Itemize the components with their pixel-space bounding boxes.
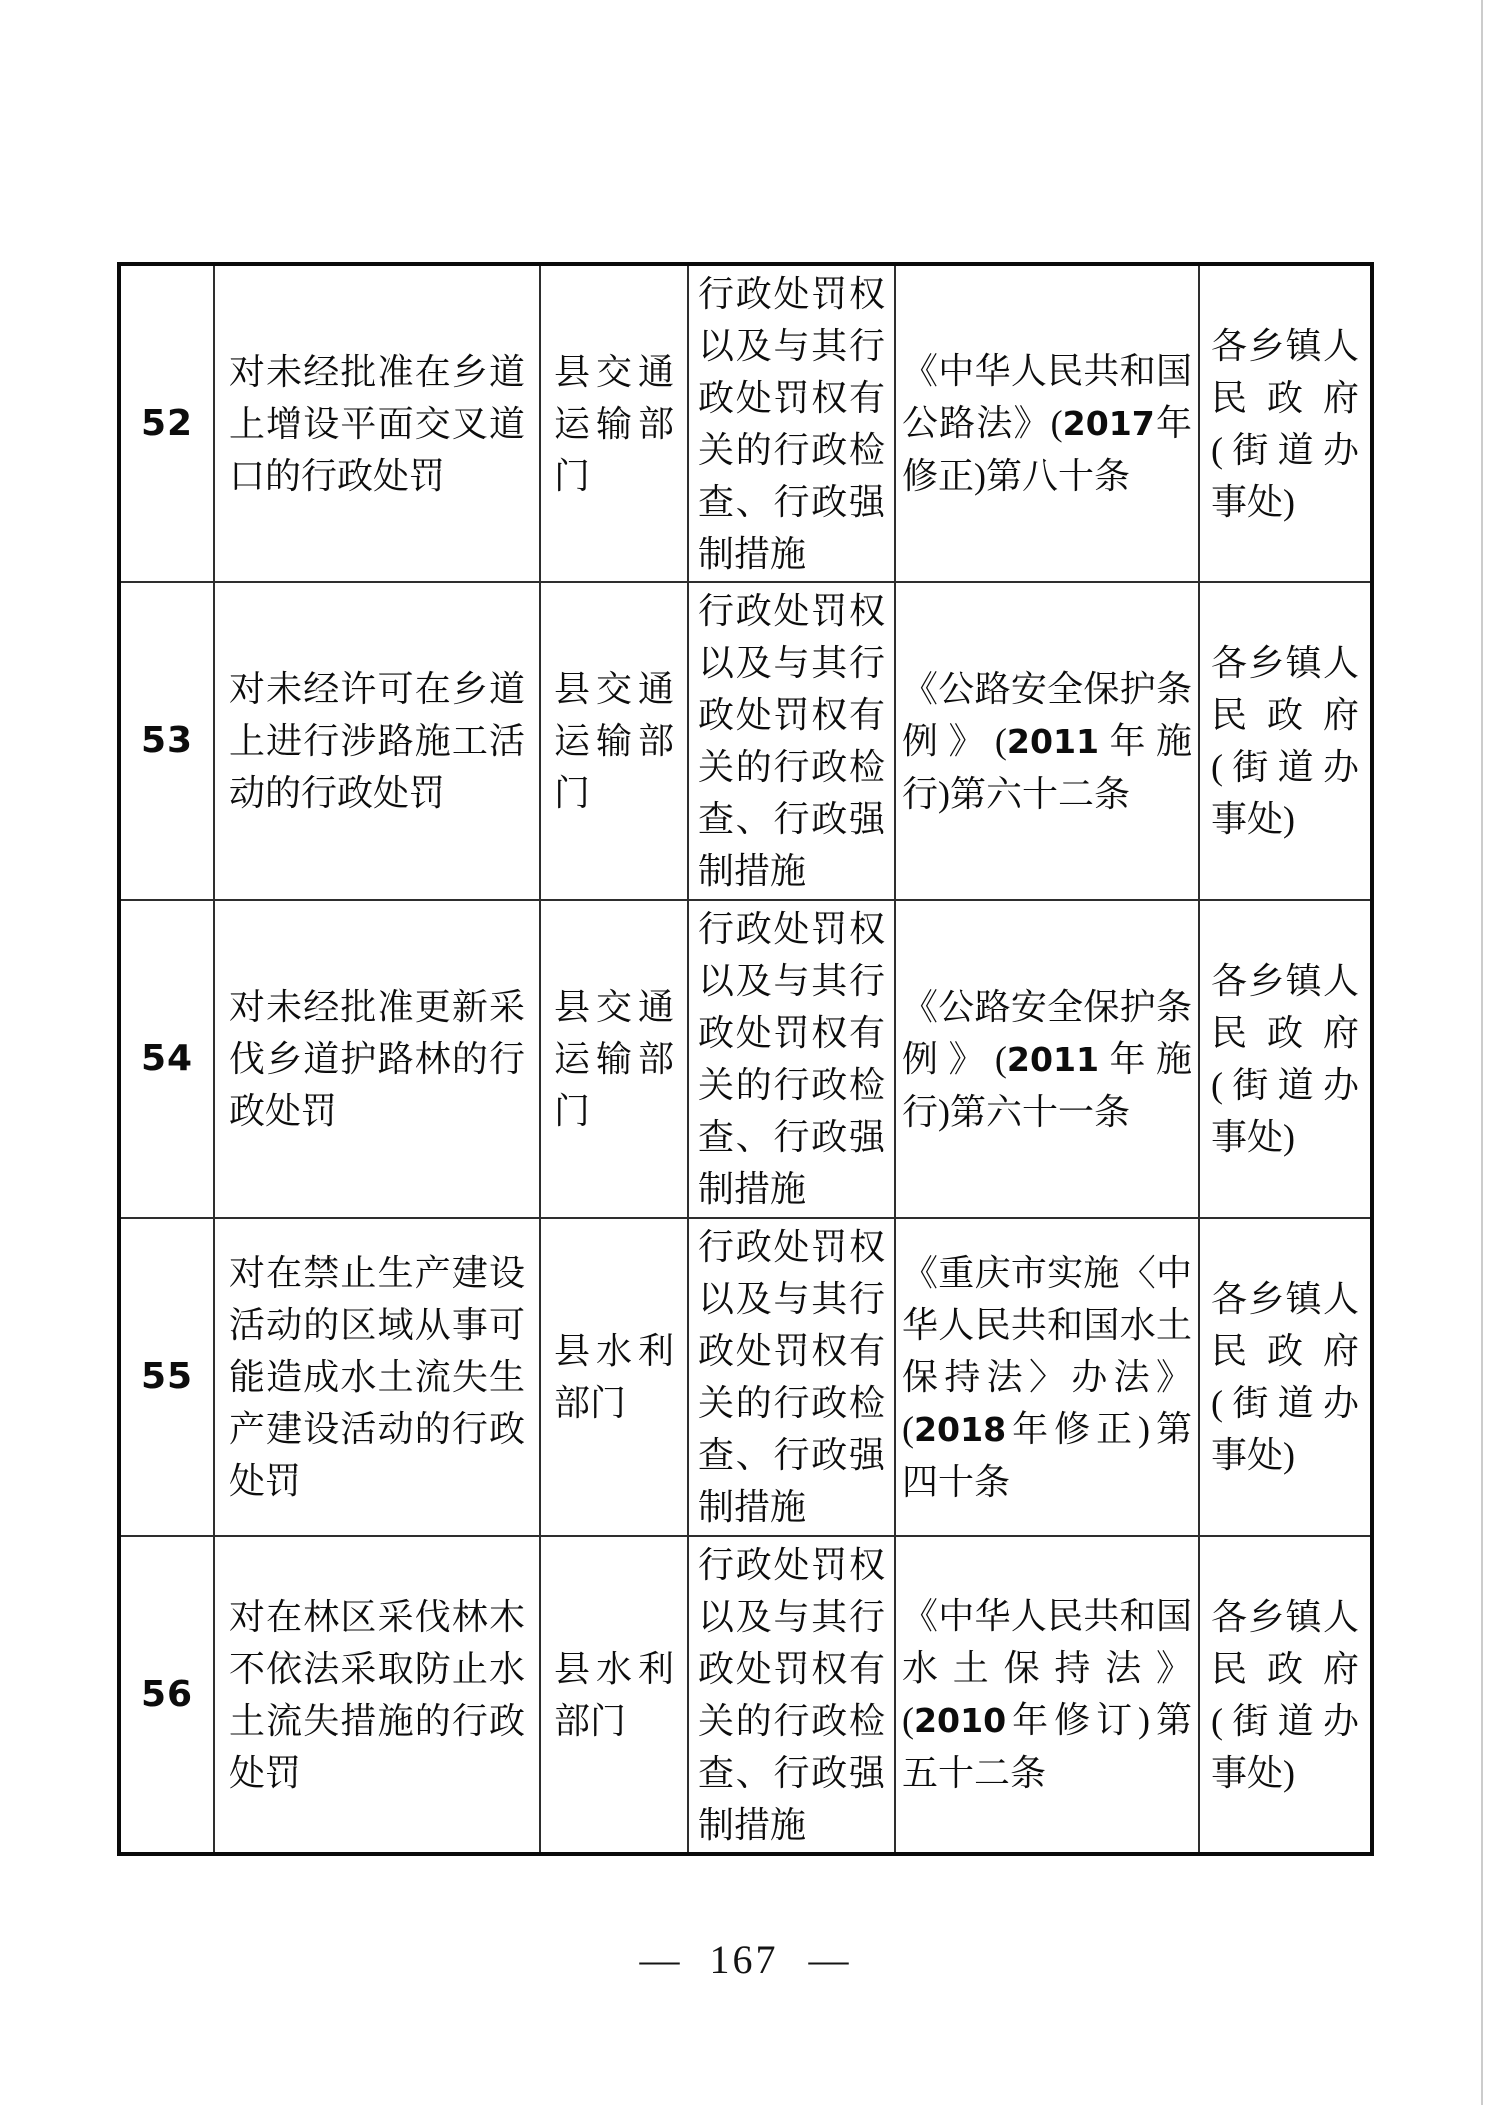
legal-basis-text-post: 年施行)第六十一条 [902, 1038, 1192, 1132]
penalty-description-cell: 对在林区采伐林木不依法采取防止水土流失措施的行政处罚 [214, 1536, 540, 1854]
implementer-cell: 各乡镇人民政府(街道办事处) [1199, 900, 1372, 1218]
penalty-description-cell: 对未经批准在乡道上增设平面交叉道口的行政处罚 [214, 264, 540, 582]
table-row [119, 264, 1372, 582]
row-number-cell: 52 [119, 264, 214, 582]
legal-basis-text-post: 年修订)第五十二条 [902, 1700, 1192, 1793]
legal-basis-cell [895, 264, 1199, 582]
legal-basis-cell [895, 1218, 1199, 1536]
legal-basis-cell [895, 582, 1199, 900]
department-cell: 县交通运输部门 [540, 582, 688, 900]
legal-basis-year: 2011 [1006, 721, 1100, 761]
legal-basis-cell [895, 900, 1199, 1218]
department-cell: 县交通运输部门 [540, 900, 688, 1218]
implementer-cell: 各乡镇人民政府(街道办事处) [1199, 1218, 1372, 1536]
department-cell: 县水利部门 [540, 1218, 688, 1536]
legal-basis-text-pre: 《公路安全保护条例》( [902, 668, 1192, 761]
implementer-cell: 各乡镇人民政府(街道办事处) [1199, 1536, 1372, 1854]
legal-basis-text-post: 年修正)第四十条 [902, 1408, 1192, 1502]
legal-basis-text-post: 年修正)第八十条 [902, 403, 1192, 496]
legal-basis-year: 2010 [914, 1701, 1007, 1740]
penalty-description-cell: 对未经许可在乡道上进行涉路施工活动的行政处罚 [214, 582, 540, 900]
delegated-powers-cell: 行政处罚权以及与其行政处罚权有关的行政检查、行政强制措施 [688, 582, 895, 900]
legal-basis-year: 2017 [1062, 404, 1155, 443]
page-number-value: 167 [709, 1937, 779, 1982]
row-number-cell: 56 [119, 1536, 214, 1854]
delegated-powers-cell: 行政处罚权以及与其行政处罚权有关的行政检查、行政强制措施 [688, 900, 895, 1218]
implementer-cell: 各乡镇人民政府(街道办事处) [1199, 582, 1372, 900]
penalty-items-table [117, 262, 1374, 1856]
scan-edge-line [1481, 0, 1483, 2105]
table-row [119, 582, 1372, 900]
delegated-powers-cell: 行政处罚权以及与其行政处罚权有关的行政检查、行政强制措施 [688, 264, 895, 582]
penalty-description-cell: 对在禁止生产建设活动的区域从事可能造成水土流失生产建设活动的行政处罚 [214, 1218, 540, 1536]
row-number-cell: 54 [119, 900, 214, 1218]
legal-basis-text-pre: 《中华人民共和国水土保持法》( [902, 1596, 1192, 1740]
page-number-right-dash: — [808, 1937, 849, 1982]
page-number [0, 1936, 1488, 1983]
legal-basis-text-pre: 《中华人民共和国公路法》( [902, 351, 1192, 443]
delegated-powers-cell: 行政处罚权以及与其行政处罚权有关的行政检查、行政强制措施 [688, 1536, 895, 1854]
implementer-cell: 各乡镇人民政府(街道办事处) [1199, 264, 1372, 582]
legal-basis-text-pre: 《公路安全保护条例》( [902, 986, 1192, 1079]
department-cell: 县交通运输部门 [540, 264, 688, 582]
row-number-cell: 55 [119, 1218, 214, 1536]
penalty-description-cell: 对未经批准更新采伐乡道护路林的行政处罚 [214, 900, 540, 1218]
delegated-powers-cell: 行政处罚权以及与其行政处罚权有关的行政检查、行政强制措施 [688, 1218, 895, 1536]
table-row [119, 1218, 1372, 1536]
table-row [119, 900, 1372, 1218]
table-row [119, 1536, 1372, 1854]
page-number-left-dash: — [639, 1937, 680, 1982]
legal-basis-cell [895, 1536, 1199, 1854]
legal-basis-year: 2011 [1006, 1039, 1100, 1079]
legal-basis-text-post: 年施行)第六十二条 [902, 720, 1192, 814]
legal-basis-text-pre: 《重庆市实施〈中华人民共和国水土保持法〉办法》( [902, 1252, 1192, 1449]
row-number-cell: 53 [119, 582, 214, 900]
legal-basis-year: 2018 [914, 1409, 1007, 1449]
department-cell: 县水利部门 [540, 1536, 688, 1854]
